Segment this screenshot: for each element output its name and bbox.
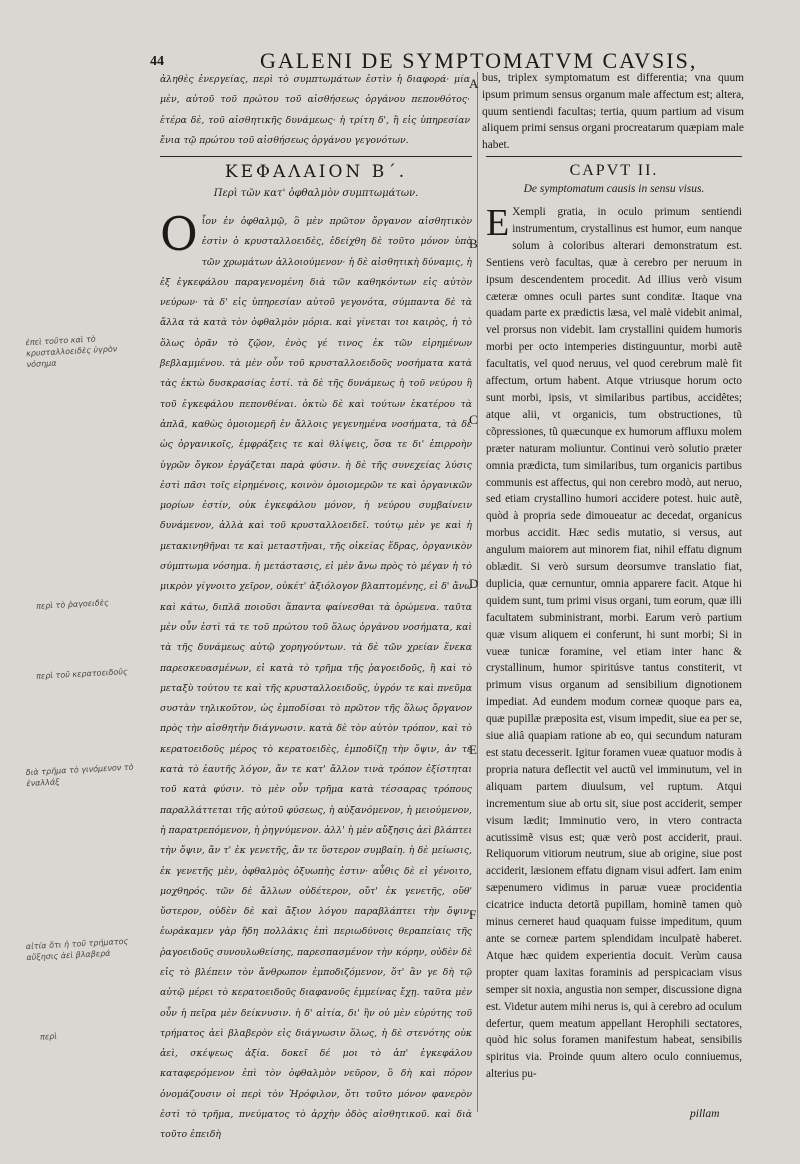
catchword: pillam xyxy=(690,1108,720,1120)
page-number: 44 xyxy=(150,54,164,69)
column-divider xyxy=(477,72,478,1112)
margin-note-4: διὰ τρῆμα τὸ γινόμενον τὸ ἐναλλάξ xyxy=(25,762,134,789)
latin-top-text: bus, triplex symptomatum est differentia; vna quum ipsum primum sensus organum male affectum est; altera, quum sentiendi facultas; tertia, quum partium ad visum aliquem primi sensus organi procreatarum quæpiam male habet. xyxy=(482,72,744,152)
greek-body-text: ἷον ἐν ὀφθαλμῷ, ὃ μὲν πρῶτον ὄργανον αἰσθητικὸν ἐστὶν ὁ κρυσταλλοειδὲς, ἐδείχθη δὲ τοῦτο μόνον ὑπὸ τῶν χρωμάτων ἀλλοιούμενον· ἡ δὲ αἰσθητικὴ δύναμις, ἡ ἐξ ἐγκεφάλου παραγενομένη διὰ τῶν καθηκόντων εἰς αὐτὸν νεύρων· τὰ δ' εἰς ὑπηρεσίαν αὐτοῦ γεγονότα, σύμπαντα δὲ τὰ ἄλλα τὰ κατὰ τὸν ὀφθαλμὸν μόρια. καὶ γίνεται τοι καιρὸς, ἡ τὸ ὅλως ὁρᾶν τὸ ζῷον, ἑνὸς γέ τινος ἐκ τῶν εἰρημένων βεβλαμμένου. τὰ μὲν οὖν τοῦ κρυσταλλοειδοῦς νοσήματα κατὰ τὰς ἐκτὼ δυσκρασίας ἐστί. τὰ δὲ τῆς δυνάμεως ἡ τοῦ νεύρου ἢ τοῦ ἐγκεφάλου πεπονθέναι. ὀκτὼ δὲ καὶ τούτων ἑκατέρου τὰ ἀπλᾶ, καθὼς ὁμοιομερῆ ἐν ἄλλοις γεγενημένα νοσήματα, τὰ δὲ ὡς ὀργανικοῖς, ἐμφράξεις τε καὶ θλίψεις, ὅσα τε δι' ἐπιρροὴν ὑγρῶν ὄγκον ἐργάζεται παρὰ φύσιν. ἡ δὲ τῆς συνεχείας λύσις ἐστὶ πᾶσι τοῖς εἰρημένοις, κοινὸν ὁμοιομερῶν τε καὶ ὀργανικῶν μορίων ἐστίν, οὐκ ἐγκεφάλου μόνον, ἡ νεύρου συμβαίνειν δυνάμενον, ἀλλὰ καὶ τοῦ κρυσταλλοειδεῖ. τούτῳ μὲν γε καὶ ἡ μετακινηθῆναι τε καὶ μεταστῆναι, τῆς οἰκείας ἕδρας, ὀργανικὸν σύμπτωμα νόσημα. ἡ μετάστασις, εἰ μὲν ἄνω πρὸς τὸ μέγαν ἡ τὸ μικρὸν γίγνοιτο χεῖρον, οὐκέτ' ἀξιόλογον βλαπτομένης, εἰ δ' ἄνω καὶ κάτω, διπλᾶ ποιοῦσι ἅπαντα φαίνεσθαι τὰ ὁρώμενα. ταῦτα μὲν οὖν ἐστὶ τά τε τοῦ πρώτου τοῦ ὅλως ὀργάνου νοσήματα, καὶ τὰ τῆς δυνάμεως αὐτῷ χορηγούντων. τὰ δὲ τῶν χρείαν ἕνεκα παρεσκευασμένων, εἰ κατὰ τὸ τρῆμα τῆς ῥαγοειδοῦς, ἢ καὶ τὸ μεταξὺ τούτου τε καὶ τῆς κρυσταλλοειδοῦς, ὑγρόν τε καὶ πνεῦμα συστὰν τηλικοῦτον, ὡς ἐμποδίσαι τὸ πρῶτον τῆς ὅλως ὄργανον πρὸς τὴν αἰσθητὴν διάγνωσιν. κατὰ δὲ τὸν αὐτὸν τρόπον, καὶ τὸ κερατοειδοῦς μέρος τὸ κερατοειδὲς, ἐμποδίζῃ τὴν ὄψιν, ἀν τε κατὰ τὸ ἑαυτῆς λόγον, ἄν τε κατ' ἄλλον τινὰ τρόπον ἐξίστηται τοῦ κατὰ φύσιν. τὸ μὲν οὖν τρῆμα κατὰ τέσσαρας τρόπους παραλλάττεται τῆς αὐτοῦ φύσεως, ἡ αὐξανόμενον, ἡ μειούμενον, ἡ παρατρεπόμενον, ἡ ῥηγνύμενον. ἀλλ' ἡ μὲν αὔξησις ἀεὶ βλάπτει τὴν ὄψιν, ἄν τ' ἐκ γενετῆς, ἄν τε ὕστερον συμβαίη. ἡ δὲ μείωσις, ἐκ γενετῆς μὲν, ὀφθαλμὸς ὀξυωπὴς ἐστιν· αὖθις δὲ εἰ γένοιτο, μοχθηρός. τῶν δὲ ἄλλων οὐδέτερον, οὔτ' ἐκ γενετῆς, οὔθ' ὕστερον, οὐδὲν δὲ καὶ ἄξιον λόγου παραβλάπτει τὴν ὄψιν. ἑωράκαμεν γὰρ ἤδη πολλάκις ἐπὶ περιωδύνοις θεραπείαις τῆς ῥαγοειδοῦς συνουλωθείσης, παρεσπασμένον τὴν κόρην, οὐδὲν δὲ εἰς τὸ βλέπειν τὸν ἄνθρωπον ἐμποδιζόμενον, ὅτ' ἂν γε δὴ τῷ αὐτῷ μέρει τὸ κερατοειδοῦς διαφανοῦς ἐμμείνας ἔχῃ. ταῦτα μὲν οὖν ἡ πεῖρα μὲν δείκνυσιν. ἡ δ' αἰτία, δι' ἣν οὐ μὲν εὐρύτης τοῦ τρήματος ἀεὶ βλαβερὸν εἰς διάγνωσιν ὅλως, ἡ δὲ στενότης οὐκ ἀεὶ, σκέψεως ἀξία. δοκεῖ δέ μοι τὸ ἀπ' ἐγκεφάλου καταφερόμενον ἐπὶ τὸν ὀφθαλμὸν νεῦρον, ὃ δὴ καὶ πόρον ὀνομάζουσιν οἱ περὶ τὸν Ἡρόφιλον, ὅτι τοῦτο μόνον φανερὸν ἐστὶ τὸ τρῆμα, πνεύματος τὸ ἀρχὴν ὁδὸς αἰσθητικοῦ. καὶ διὰ τοῦτο ἐπειδὴ xyxy=(160,216,472,1141)
latin-chapter-heading: CAPVT II. xyxy=(569,162,659,179)
greek-chapter-heading: ΚΕΦΑΛΑΙΟΝ Β΄. xyxy=(224,162,408,182)
running-title: GALENI DE SYMPTOMATVM CAVSIS, xyxy=(260,48,698,73)
section-marker-e: E xyxy=(469,742,477,757)
latin-chapter-subheading: De symptomatum causis in sensu visus. xyxy=(523,183,705,195)
greek-top-text: ἀληθὲς ἐνεργείας, περὶ τὸ συμπτωμάτων ἐστὶν ἡ διαφορά· μία μὲν, αὐτοῦ τοῦ πρώτου τοῦ αἰσθήσεως ὀργάνου πεπονθότος· ἑτέρα δὲ, τοῦ αἰσθητικῆς δυνάμεως· ἡ τρίτη δ', ἢ εἰς ὑπηρεσίαν ἔνια τῷ πρώτου τοῦ αἰσθήσεως ὀργάνου γεγονότων. xyxy=(160,74,470,146)
margin-note-1: ἐπεὶ τοῦτο καὶ τὸ κρυσταλλοειδὲς ὑγρὸν νόσημα xyxy=(25,334,118,370)
greek-chapter-subheading: Περὶ τῶν κατ' ὀφθαλμὸν συμπτωμάτων. xyxy=(213,188,419,199)
greek-section-rule xyxy=(160,156,472,157)
greek-dropcap: O xyxy=(160,207,198,261)
section-marker-f: F xyxy=(469,907,477,922)
greek-body xyxy=(160,207,472,1146)
margin-note-5: αἰτία ὅτι ἡ τοῦ τρήματος αὔξησις ἀεὶ βλαβερά xyxy=(25,936,129,963)
section-marker-d: D xyxy=(469,576,479,591)
latin-body-text: Xempli gratia, in oculo primum sentiendi instrumentum, crystallinus est humor, eum nanque solum à coloribus alterari demonstratum est. Sentiens verò facultas, quæ à cerebro per neruum in ipsum descendentem procedit. Ad illius verò visum cæteræ omnes oculi partes sunt conditæ. Itaque vna quadam parte ex prædictis læsa, vel malè videbit animal, vel prorsus non videbit. Iam crystallini quidem humoris morbi per octo intemperies distinguuntur, morbi autẽ facultatis, vel quod neruus, vel quod cerebrum malè fit affectum, ortum habent. Atque vtriusque horum octo sunt morbi, ipsis, vt similaribus partibus, accidêtes; atque alii, vt organicis, tum obstructiones, tũ cõpressiones, tũ quæcunque ex humorum affluxu molem præter naturam moliuntur. Continui verò solutio præter omnia prædicta, tum similaribus, tum organicis partibus communis est affectus, qui non cerebro modò, aut neruo, sed etiam crystallino humori accidere potest. huic autẽ, quòd à propria sede dimoueatur ac decedat, organicus morbus accidit. Hæc sedis mutatio, si versus, aut angulum maiorem aut minorem fiat, nihil effatu dignum oblædit. Si verò sursum deorsumve translatio fiat, duplicia, quæ cernuntur, omnia apparere facit. Atque hi quidem sunt, tum primi visus organi, tum eorum, quæ illi facultatem subministrant, morbi. Earum verò partium quæ visum aliquem ei conferunt, hi sunt morbi; Si in vueæ tunicæ foramine, vel etiam inter hanc & crystallinum, humor spiritúsve tantus constiterit, vt primum visus organum ad sensibilium dignotionem impediat. Ad eundem modum corneæ quoque pars ea, quæ pupillæ præposita est, visum impedit, siue ea per se, siue aliâ quapiam ratione ab eo, qui secundum naturam est statu decesserit. Igitur foramen vueæ quatuor modis à propria natura deflectit vel auctũ vel imminutum, vel in aliquam partem diuulsum, vel ruptum. Atqui incrementum siue ab ortu sit, siue post acciderit, semper visum lædit; Imminutio vero, in vtero contracta acutissimẽ visus est; quæ verò post acciderit, praui. Reliquorum vitiorum neutrum, siue ab origine, siue post acciderit, læsionem effatu dignam visui adfert. Iam enim sæpenumero vidimus in paruæ vueæ procidentia cicatrice inducta detortã pupillam, hominẽ tamen quò minus cerneret haud quaquam fuisse impeditum, quum ante se corneæ partem splendidam inculpatè haberet. Atque hæc quidem experientia docuit. Verùm causa propter quam laxitas foraminis ad perspicaciam visus semper sit noxia, angustia non semper, discussione digna est. Videtur autem mihi nerus is, qui à cerebro ad oculum defertur, quem meatum appellant Herophili sectatores, quòd hic solus foramen manifestum habeat, sensibilis spiritus via. Proinde quum altero oculo conniuemus, alterius pu- xyxy=(486,206,742,1081)
section-marker-c: C xyxy=(469,412,478,427)
latin-section-rule xyxy=(486,156,742,157)
latin-dropcap: E xyxy=(486,202,510,244)
section-marker-b: B xyxy=(469,236,478,251)
latin-body xyxy=(486,204,742,1083)
section-marker-a: A xyxy=(469,76,479,91)
margin-note-6: περὶ xyxy=(39,1031,58,1042)
margin-note-2: περὶ τὸ ῥαγοειδὲς xyxy=(35,598,109,611)
margin-note-3: περὶ τοῦ κερατοειδοῦς xyxy=(35,667,128,681)
